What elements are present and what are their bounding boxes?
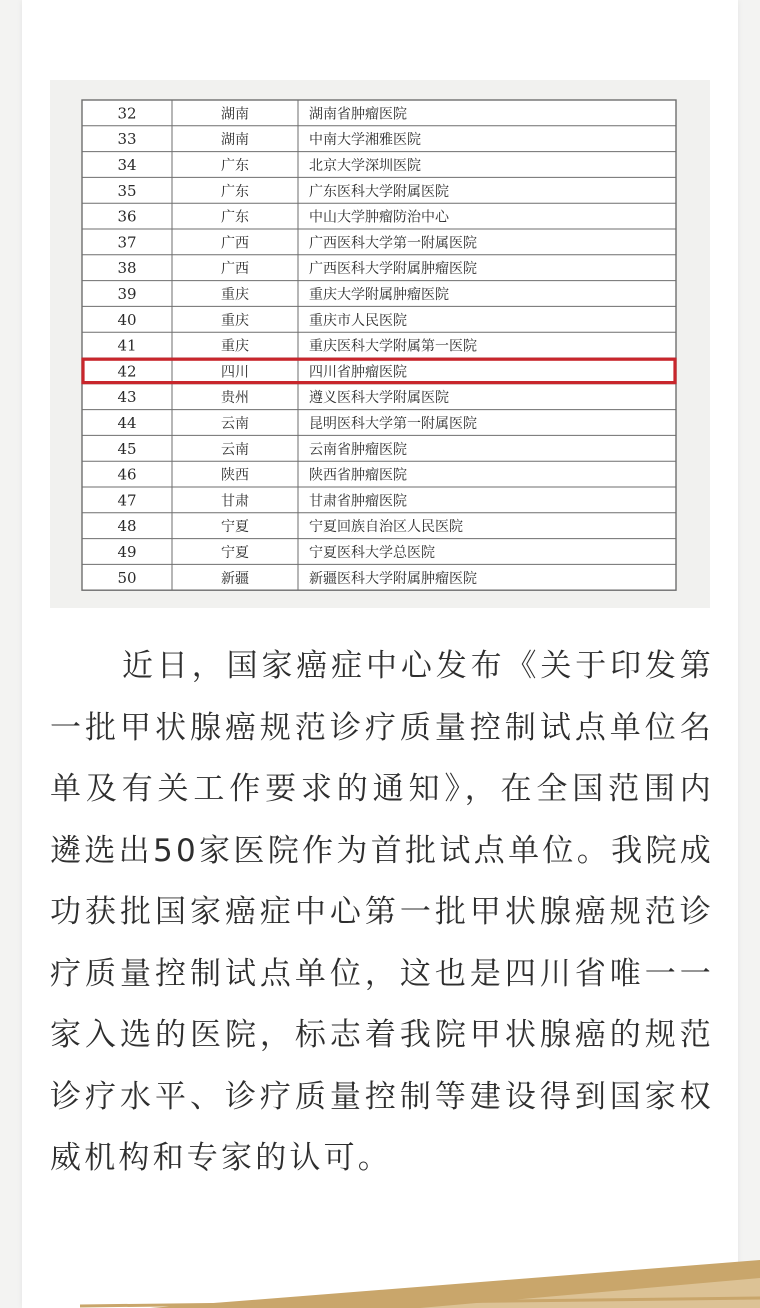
cell-hospital: 新疆医科大学附属肿瘤医院 xyxy=(309,570,477,587)
cell-number: 43 xyxy=(117,388,137,407)
cell-number: 44 xyxy=(117,414,137,432)
cell-hospital: 北京大学深圳医院 xyxy=(309,158,421,174)
cell-number: 35 xyxy=(117,181,137,200)
cell-province: 新疆 xyxy=(221,570,249,587)
cell-hospital: 甘肃省肿瘤医院 xyxy=(309,493,407,510)
cell-hospital: 陕西省肿瘤医院 xyxy=(309,467,407,484)
cell-province: 四川 xyxy=(221,364,249,381)
cell-hospital: 湖南省肿瘤医院 xyxy=(309,106,407,123)
cell-number: 34 xyxy=(117,156,137,174)
cell-province: 宁夏 xyxy=(221,519,249,536)
cell-number: 47 xyxy=(117,491,137,510)
cell-number: 42 xyxy=(117,362,137,381)
cell-province: 宁夏 xyxy=(221,545,249,561)
cell-province: 云南 xyxy=(221,416,249,432)
cell-hospital: 中山大学肿瘤防治中心 xyxy=(309,209,449,226)
cell-hospital: 重庆医科大学附属第一医院 xyxy=(309,338,477,355)
cell-number: 37 xyxy=(117,233,137,252)
cell-province: 陕西 xyxy=(221,467,249,484)
cell-province: 甘肃 xyxy=(221,493,249,510)
cell-province: 广西 xyxy=(221,261,249,278)
cell-hospital: 云南省肿瘤医院 xyxy=(309,441,407,458)
cell-province: 重庆 xyxy=(221,287,249,303)
cell-province: 广西 xyxy=(221,235,249,252)
cell-province: 贵州 xyxy=(221,390,249,407)
cell-number: 38 xyxy=(117,259,137,278)
cell-number: 45 xyxy=(117,439,137,458)
cell-number: 41 xyxy=(117,336,137,355)
cell-hospital: 重庆大学附属肿瘤医院 xyxy=(309,287,449,303)
cell-province: 湖南 xyxy=(221,106,249,123)
cell-province: 重庆 xyxy=(221,338,249,355)
gold-stripe-decoration xyxy=(0,1238,760,1308)
cell-province: 重庆 xyxy=(221,312,249,329)
cell-hospital: 遵义医科大学附属医院 xyxy=(309,390,449,407)
cell-hospital: 广东医科大学附属医院 xyxy=(309,183,449,200)
cell-hospital: 宁夏回族自治区人民医院 xyxy=(309,519,463,536)
cell-number: 36 xyxy=(117,207,137,226)
cell-number: 32 xyxy=(117,104,137,123)
cell-province: 广东 xyxy=(221,183,249,200)
article-paragraph: 近日，国家癌症中心发布《关于印发第一批甲状腺癌规范诊疗质量控制试点单位名单及有关工作要求的通知》，在全国范围内遴选出50家医院作为首批试点单位。我院成功获批国家癌症中心第一批甲状腺癌规范诊疗质量控制试点单位，这也是四川省唯一一家入选的医院，标志着我院甲状腺癌的规范诊疗水平、诊疗质量控制等建设得到国家权威机构和专家的认可。 xyxy=(50,648,714,1176)
cell-hospital: 昆明医科大学第一附属医院 xyxy=(309,416,477,432)
pilot-units-table xyxy=(50,80,710,608)
cell-province: 广东 xyxy=(221,209,249,226)
cell-number: 39 xyxy=(117,285,137,303)
cell-number: 40 xyxy=(117,310,137,329)
cell-hospital: 四川省肿瘤医院 xyxy=(309,364,407,381)
cell-number: 33 xyxy=(117,130,137,149)
cell-number: 48 xyxy=(117,517,137,536)
cell-province: 云南 xyxy=(221,441,249,458)
cell-hospital: 广西医科大学第一附属医院 xyxy=(309,235,477,252)
cell-hospital: 重庆市人民医院 xyxy=(309,312,407,329)
cell-hospital: 中南大学湘雅医院 xyxy=(309,132,421,149)
cell-province: 广东 xyxy=(221,158,249,174)
cell-number: 49 xyxy=(117,543,137,561)
cell-hospital: 广西医科大学附属肿瘤医院 xyxy=(309,261,477,278)
pilot-units-table-image xyxy=(50,80,710,608)
cell-province: 湖南 xyxy=(221,132,249,149)
cell-number: 50 xyxy=(117,568,137,587)
cell-number: 46 xyxy=(117,465,137,484)
cell-hospital: 宁夏医科大学总医院 xyxy=(309,545,435,561)
